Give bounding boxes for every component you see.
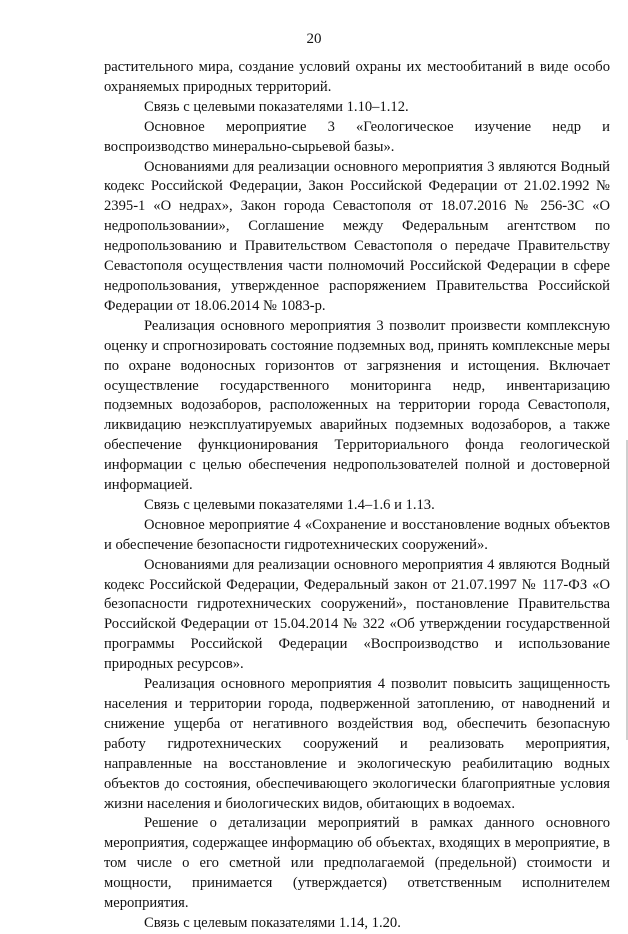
paragraph: Реализация основного мероприятия 3 позволит произвести комплексную оценку и спрогнозировать состояние подземных вод, принять комплексные меры по охране водоносных горизонтов от загрязнения и истощения. Включает осуществление государственного мониторинга недр, инвентаризацию подземных водозаборов, расположенных на территории города Севастополя, ликвидацию неэксплуатируемых аварийных подземных водозаборов, а также обеспечение функционирования Территориального фонда геологической информации с целью обеспечения недропользователей полной и достоверной информацией. <box>104 317 610 494</box>
paragraph: Реализация основного мероприятия 4 позволит повысить защищенность населения и территории города, подверженной затоплению, от наводнений и снижение ущерба от негативного воздействия вод, обеспечить безопасную работу гидротехнических сооружений и реализовать мероприятия, направленные на восстановление и экологическую реабилитацию водных объектов до состояния, обеспечивающего экологически благоприятные условия жизни населения и биологических видов, обитающих в водоемах. <box>104 676 610 812</box>
paragraph: Решение о детализации мероприятий в рамках данного основного мероприятия, содержащее информацию об объектах, входящих в мероприятие, в том числе о его сметной или предполагаемой (предельной) стоимости и мощности, принимается (утверждается) ответственным исполнителем мероприятия. <box>104 815 610 912</box>
paragraph: Основное мероприятие 4 «Сохранение и восстановление водных объектов и обеспечение безопасности гидротехнических сооружений». <box>104 516 610 553</box>
paragraph: Связь с целевым показателями 1.14, 1.20. <box>144 914 401 931</box>
page-number: 20 <box>306 31 322 47</box>
document-body <box>104 58 610 934</box>
paragraph: Связь с целевыми показателями 1.4–1.6 и 1.13. <box>144 496 435 513</box>
paragraph: Основное мероприятие 3 «Геологическое изучение недр и воспроизводство минерально-сырьевой базы». <box>104 118 610 155</box>
paragraph: Основаниями для реализации основного мероприятия 3 являются Водный кодекс Российской Федерации, Закон Российской Федерации от 21.02.1992 № 2395-1 «О недрах», Закон города Севастополя от 18.07.2016 № 256-ЗС «О недропользовании», Соглашение между Федеральным агентством по недропользованию и Правительством Севастополя о передаче Правительству Севастополя осуществления части полномочий Российской Федерации в сфере недропользования, утвержденное распоряжением Правительства Российской Федерации от 18.06.2014 № 1083-р. <box>104 158 610 314</box>
paragraph: растительного мира, создание условий охраны их местообитаний в виде особо охраняемых природных территорий. <box>104 59 610 95</box>
paragraph: Связь с целевыми показателями 1.10–1.12. <box>144 98 409 115</box>
paragraph: Основаниями для реализации основного мероприятия 4 являются Водный кодекс Российской Федерации, Федеральный закон от 21.07.1997 № 117-ФЗ «О безопасности гидротехнических сооружений», постановление Правительства Российской Федерации от 15.04.2014 № 322 «Об утверждении государственной программы Российской Федерации «Воспроизводство и использование природных ресурсов». <box>104 556 610 673</box>
